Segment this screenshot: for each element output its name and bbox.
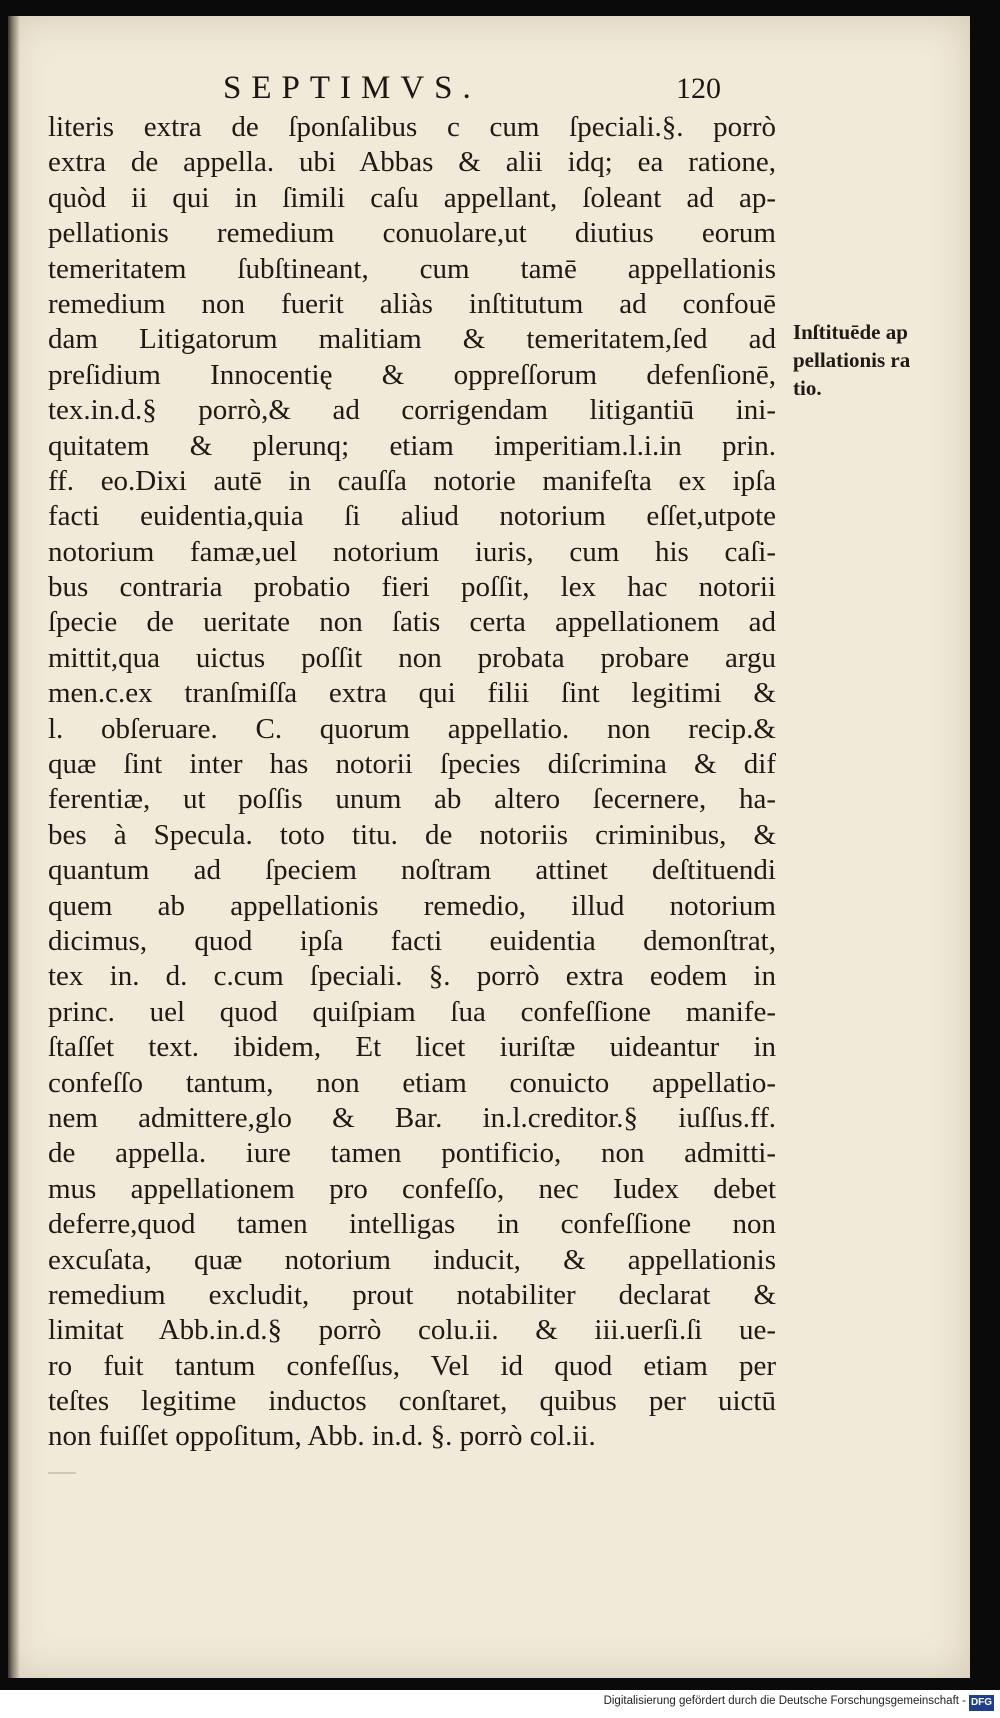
text-line: dam Litigatorum malitiam & temeritatem,ſed ad [48, 323, 776, 356]
marginal-note-line: Inſtituēde ap [793, 320, 908, 344]
text-line: men.c.ex tranſmiſſa extra qui filii ſint legitimi & [48, 677, 776, 710]
text-line: teſtes legitime inductos conſtaret, quibus per uictū [48, 1385, 776, 1418]
text-line: confeſſo tantum, non etiam conuicto appellatio- [48, 1066, 776, 1099]
page-header [8, 70, 970, 110]
text-line: temeritatem ſubſtineant, cum tamē appellationis [48, 252, 776, 285]
text-line: ff. eo.Dixi autē in cauſſa notorie manifeſta ex ipſa [48, 464, 776, 497]
text-line: de appella. iure tamen pontificio, non admitti- [48, 1137, 776, 1170]
book-page [8, 16, 970, 1678]
running-head: SEPTIMVS. [223, 70, 481, 106]
text-line: quitatem & plerunq; etiam imperitiam.l.i.in prin. [48, 429, 776, 462]
text-line: literis extra de ſponſalibus c cum ſpeciali.§. porrò [48, 111, 776, 143]
marginal-note-line: tio. [793, 376, 822, 400]
text-line: l. obſeruare. C. quorum appellatio. non recip.& [48, 712, 776, 745]
text-line: ſtaſſet text. ibidem, Et licet iuriſtæ uideantur in [48, 1031, 776, 1064]
text-line: nem admittere,glo & Bar. in.l.creditor.§ iuſſus.ff. [48, 1101, 776, 1134]
text-line: dicimus, quod ipſa facti euidentia demonſtrat, [48, 924, 776, 957]
text-line: excuſata, quæ notorium inducit, & appellationis [48, 1243, 776, 1276]
text-line: quòd ii qui in ſimili caſu appellant, ſoleant ad ap- [48, 181, 776, 214]
text-line: remedium non fuerit aliàs inſtitutum ad confouē [48, 287, 776, 320]
marginal-note [793, 318, 958, 402]
text-line: mittit,qua uictus poſſit non probata probare argu [48, 641, 776, 674]
text-line: ferentiæ, ut poſſis unum ab altero ſecernere, ha- [48, 783, 776, 816]
text-line: bus contraria probatio fieri poſſit, lex hac notorii [48, 571, 776, 604]
text-line: mus appellationem pro confeſſo, nec Iudex debet [48, 1172, 776, 1205]
text-line: bes à Specula. toto titu. de notoriis criminibus, & [48, 818, 776, 851]
text-line: pellationis remedium conuolare,ut diutius eorum [48, 217, 776, 250]
bottom-mark [48, 1472, 76, 1474]
text-line: deferre,quod tamen intelligas in confeſſione non [48, 1208, 776, 1241]
text-line: ro fuit tantum confeſſus, Vel id quod etiam per [48, 1349, 776, 1382]
funding-credit: Digitalisierung gefördert durch die Deutsche Forschungsgemeinschaft - [603, 1695, 966, 1707]
text-line: facti euidentia,quia ſi aliud notorium eſſet,utpote [48, 500, 776, 533]
text-line: limitat Abb.in.d.§ porrò colu.ii. & iii.uerſi.ſi ue- [48, 1314, 776, 1347]
text-line: princ. uel quod quiſpiam ſua confeſſione manife- [48, 995, 776, 1028]
text-line: quem ab appellationis remedio, illud notorium [48, 889, 776, 922]
page-number: 120 [676, 72, 721, 105]
text-line: preſidium Innocentię & oppreſſorum defenſionē, [48, 358, 776, 391]
marginal-note-line: pellationis ra [793, 348, 911, 372]
text-line: ſpecie de ueritate non ſatis certa appellationem ad [48, 606, 776, 639]
text-line: quæ ſint inter has notorii ſpecies diſcrimina & dif [48, 748, 776, 781]
text-line: extra de appella. ubi Abbas & alii idq; ea ratione, [48, 146, 776, 179]
dfg-logo-badge: DFG [969, 1695, 994, 1711]
text-line: quantum ad ſpeciem noſtram attinet deſtituendi [48, 854, 776, 887]
text-line: notorium famæ,uel notorium iuris, cum his caſi- [48, 535, 776, 568]
footer-bar [0, 1690, 1000, 1718]
text-line: non fuiſſet oppoſitum, Abb. in.d. §. porrò col.ii. [48, 1420, 596, 1453]
text-line: tex in. d. c.cum ſpeciali. §. porrò extra eodem in [48, 960, 776, 993]
text-line: tex.in.d.§ porrò,& ad corrigendam litigantiū ini- [48, 394, 776, 427]
body-text [48, 110, 776, 1455]
text-line: remedium excludit, prout notabiliter declarat & [48, 1278, 776, 1311]
page-binding-edge [8, 16, 20, 1678]
